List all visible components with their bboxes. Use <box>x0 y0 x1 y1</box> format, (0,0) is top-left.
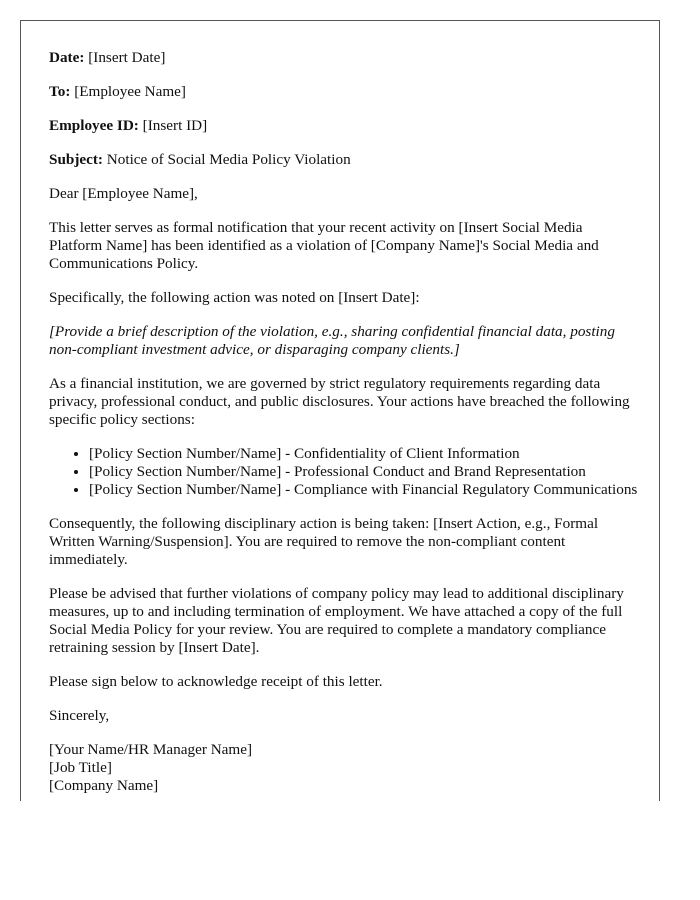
paragraph-regulatory: As a financial institution, we are governed by strict regulatory requirements regarding data privacy, professional conduct, and public disclosures. Your actions have breached the following specific policy sections: <box>49 375 630 428</box>
date-line <box>49 49 639 67</box>
subject-label: Subject: <box>49 151 103 168</box>
subject-line <box>49 151 639 169</box>
date-value: [Insert Date] <box>84 49 166 66</box>
salutation: Dear [Employee Name], <box>49 185 198 202</box>
employee-id-label: Employee ID: <box>49 117 139 134</box>
paragraph-disciplinary-action: Consequently, the following disciplinary action is being taken: [Insert Action, e.g., Formal Written Warning/Suspension]. You are required to remove the non-compliant content immediately. <box>49 515 599 568</box>
valediction: Sincerely, <box>49 707 110 724</box>
paragraph-action-noted: Specifically, the following action was noted on [Insert Date]: <box>49 289 420 306</box>
policy-section-list <box>49 445 639 499</box>
employee-id-value: [Insert ID] <box>138 117 208 134</box>
subject-value: Notice of Social Media Policy Violation <box>103 151 351 168</box>
date-label: Date: <box>49 49 85 66</box>
letter-page <box>20 20 660 801</box>
to-value: [Employee Name] <box>70 83 186 100</box>
employee-id-line <box>49 117 639 135</box>
signature-block <box>49 741 639 795</box>
to-line <box>49 83 639 101</box>
list-item: • [Policy Section Number/Name] - Confidentiality of Client Information <box>89 445 639 463</box>
violation-description: [Provide a brief description of the violation, e.g., sharing confidential financial data, posting non-compliant investment advice, or disparaging company clients.] <box>49 323 615 358</box>
paragraph-further-violations: Please be advised that further violations of company policy may lead to additional disciplinary measures, up to and including termination of employment. We have attached a copy of the full Social Media Policy for your review. You are required to complete a mandatory compliance retraining session by [Insert Date]. <box>49 585 624 656</box>
signer-company: [Company Name] <box>49 777 159 794</box>
list-item: • [Policy Section Number/Name] - Professional Conduct and Brand Representation <box>89 463 639 481</box>
letter-content <box>49 49 639 795</box>
signer-name: [Your Name/HR Manager Name] <box>49 741 253 758</box>
to-label: To: <box>49 83 71 100</box>
paragraph-acknowledge: Please sign below to acknowledge receipt of this letter. <box>49 673 383 690</box>
signer-title: [Job Title] <box>49 759 112 776</box>
list-item: • [Policy Section Number/Name] - Compliance with Financial Regulatory Communications <box>89 481 639 499</box>
paragraph-notification: This letter serves as formal notification that your recent activity on [Insert Social Media Platform Name] has been identified as a violation of [Company Name]'s Social Media and Communications Policy. <box>49 219 599 272</box>
